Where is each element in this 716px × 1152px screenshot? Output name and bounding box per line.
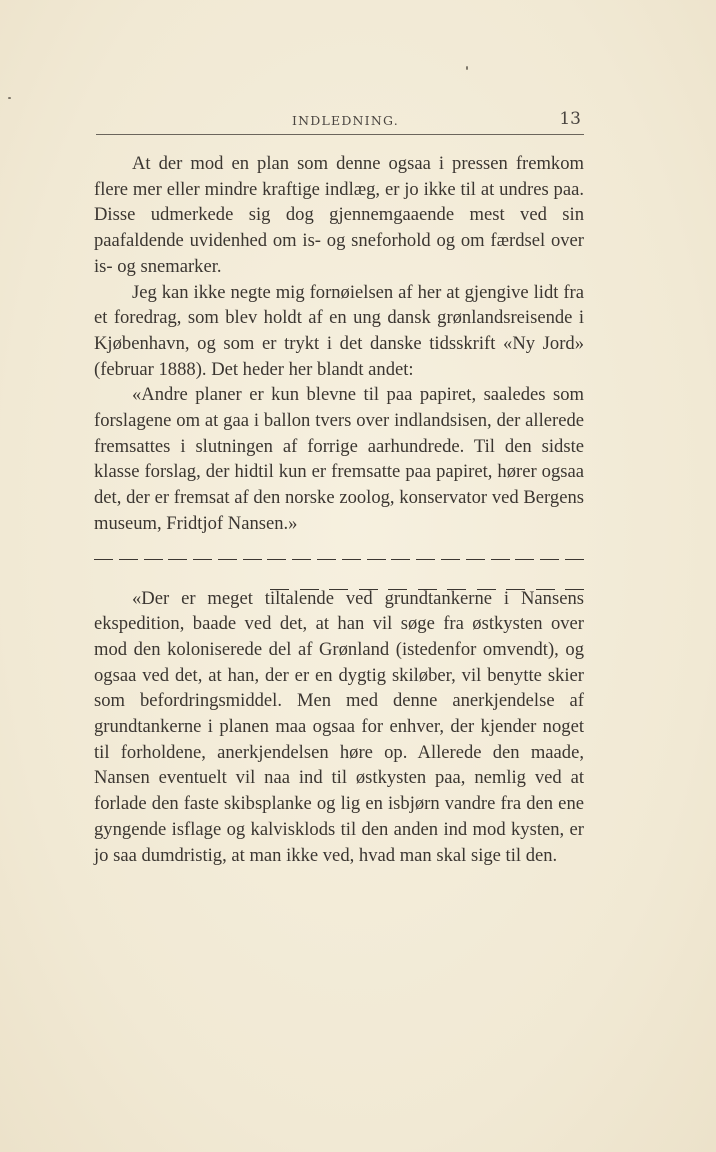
paragraph-2: Jeg kan ikke negte mig fornøielsen af her at gjengive lidt fra et foredrag, som blev holdt af en ung dansk grønlandsreisende i Kjøbenhavn, og som er trykt i det danske tidsskrift «Ny Jord» (februar 1888). Det heder her blandt andet: [94,281,584,380]
page-header [96,111,584,135]
omission-dashes-line-1 [270,576,584,602]
paragraph-3 [94,382,584,536]
header-rule [96,134,584,135]
paragraph-4: «Der er meget tiltalende ved grundtankerne i Nansens ekspedition, baade ved det, at han vil søge fra østkysten over mod den koloniserede del af Grønland (istedenfor omvendt), og ogsaa ved det, at han, der er en dygtig skiløber, vil benytte skier som befordringsmiddel. Men med denne anerkjendelse af grundtankerne i planen maa ogsaa for enhver, der kjender noget til forholdene, anerkjendelsen høre op. Allerede den maade, Nansen eventuelt vil naa ind til østkysten paa, nemlig ved at forlade den faste skibsplanke og lig en isbjørn vandre fra den ene gyngende isflage og kalvisklods til den anden ind mod kysten, er jo saa dumdristig, at man ikke ved, hvad man skal sige til den. [94,587,584,866]
paper-speck [8,97,11,99]
page-number: 13 [559,109,581,129]
paper-speck [466,66,468,70]
body-text [94,151,584,868]
omission-dashes-line-2 [94,547,584,573]
paragraph-3-text: «Andre planer er kun blevne til paa papiret, saaledes som forslagene om at gaa i ballon tvers over indlandsisen, der allerede fremsattes i slutningen af forrige aarhundrede. Til den sidste klasse forslag, der hidtil kun er fremsatte paa papiret, hører ogsaa det, der er fremsat af den norske zoolog, konservator ved Bergens museum, Fridtjof Nansen.» [94,384,584,534]
paragraph-1: At der mod en plan som denne ogsaa i pressen fremkom flere mer eller mindre kraftige indlæg, er jo ikke til at undres paa. Disse udmerkede sig dog gjennemgaaende mest ved sin paafaldende uvidenhed om is- og sneforhold og om færdsel over is- og snemarker. [94,153,584,277]
running-title: INDLEDNING. [292,113,399,128]
